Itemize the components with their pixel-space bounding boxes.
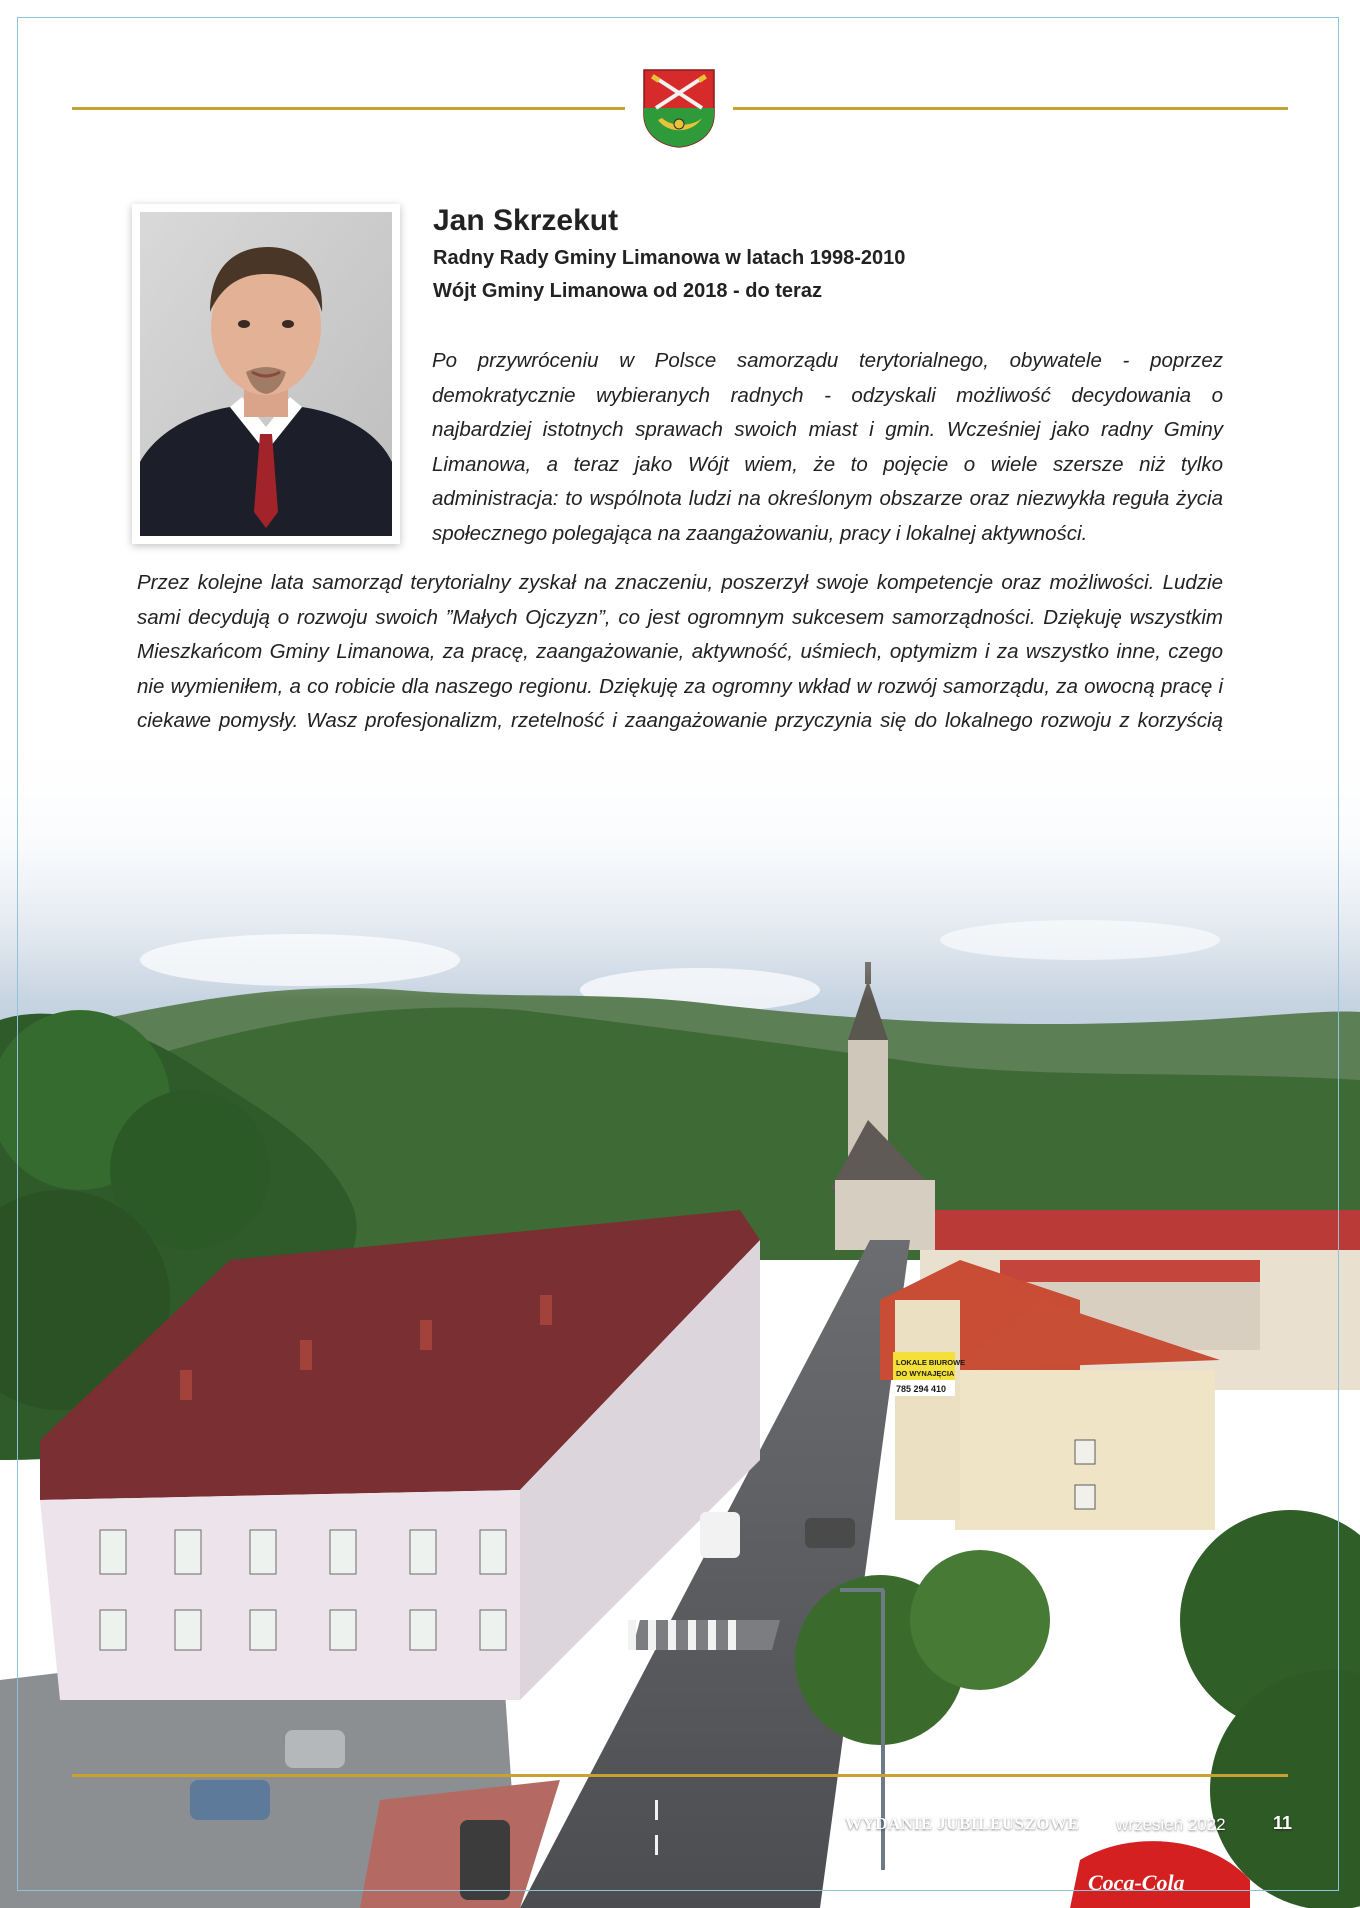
portrait-frame xyxy=(132,204,400,544)
sign-phone: 785 294 410 xyxy=(896,1384,947,1394)
portrait-photo xyxy=(140,212,392,536)
page-number: 11 xyxy=(1273,1813,1293,1833)
sign-line-1: LOKALE BIUROWE xyxy=(896,1358,966,1367)
umbrella-text: Coca-Cola xyxy=(1088,1870,1185,1895)
body-paragraph-1: Po przywróceniu w Polsce samorządu terytorialnego, obywatele - poprzez demokratycznie wybieranych radnych - odzyskali możliwość decydowania o najbardziej istotnych sprawach swoich miast i gmin. Wcześniej jako radny Gminy Limanowa, a teraz jako Wójt wiem, że to pojęcie o wiele szersze niż tylko administracja: to wspólnota ludzi na określonym obszarze oraz niezwykła reguła życia społecznego polegająca na zaangażowaniu, pracy i lokalnej aktywności. xyxy=(432,349,1223,545)
role-mayor: Wójt Gminy Limanowa od 2018 - do teraz xyxy=(433,280,822,302)
header-rule-right xyxy=(733,107,1288,110)
body-paragraph-2: Przez kolejne lata samorząd terytorialny zyskał na znaczeniu, poszerzył swoje kompetencje oraz możliwości. Ludzie sami decydują o rozwoju swoich ”Małych Ojczyzn”, co jest ogromnym sukcesem samorządności. Dziękuję wszystkim Mieszkańcom Gminy Limanowa, za pracę, zaangażowanie, aktywność, uśmiech, optymizm i za wszystko inne, czego nie wymieniłem, a co robicie dla naszego regionu. Dziękuję za ogromny wkład w rozwój samorządu, za owocną pracę i ciekawe pomysły. Wasz profesjonalizm, rzetelność i zaangażowanie przyczynia się do lokalnego rozwoju z korzyścią xyxy=(137,571,1223,732)
footer-edition: WYDANIE JUBILEUSZOWE xyxy=(845,1814,1080,1833)
header-rule-left xyxy=(72,107,625,110)
footer-rule xyxy=(72,1774,1288,1777)
gmina-limanowa-coat-of-arms-icon xyxy=(642,68,716,148)
footer-date: wrzesień 2022 xyxy=(1116,1815,1226,1834)
sign-line-2: DO WYNAJĘCIA xyxy=(896,1369,955,1378)
person-name: Jan Skrzekut xyxy=(433,204,619,237)
role-councillor: Radny Rady Gminy Limanowa w latach 1998-2010 xyxy=(433,247,906,269)
photo-fade xyxy=(0,740,1360,1000)
